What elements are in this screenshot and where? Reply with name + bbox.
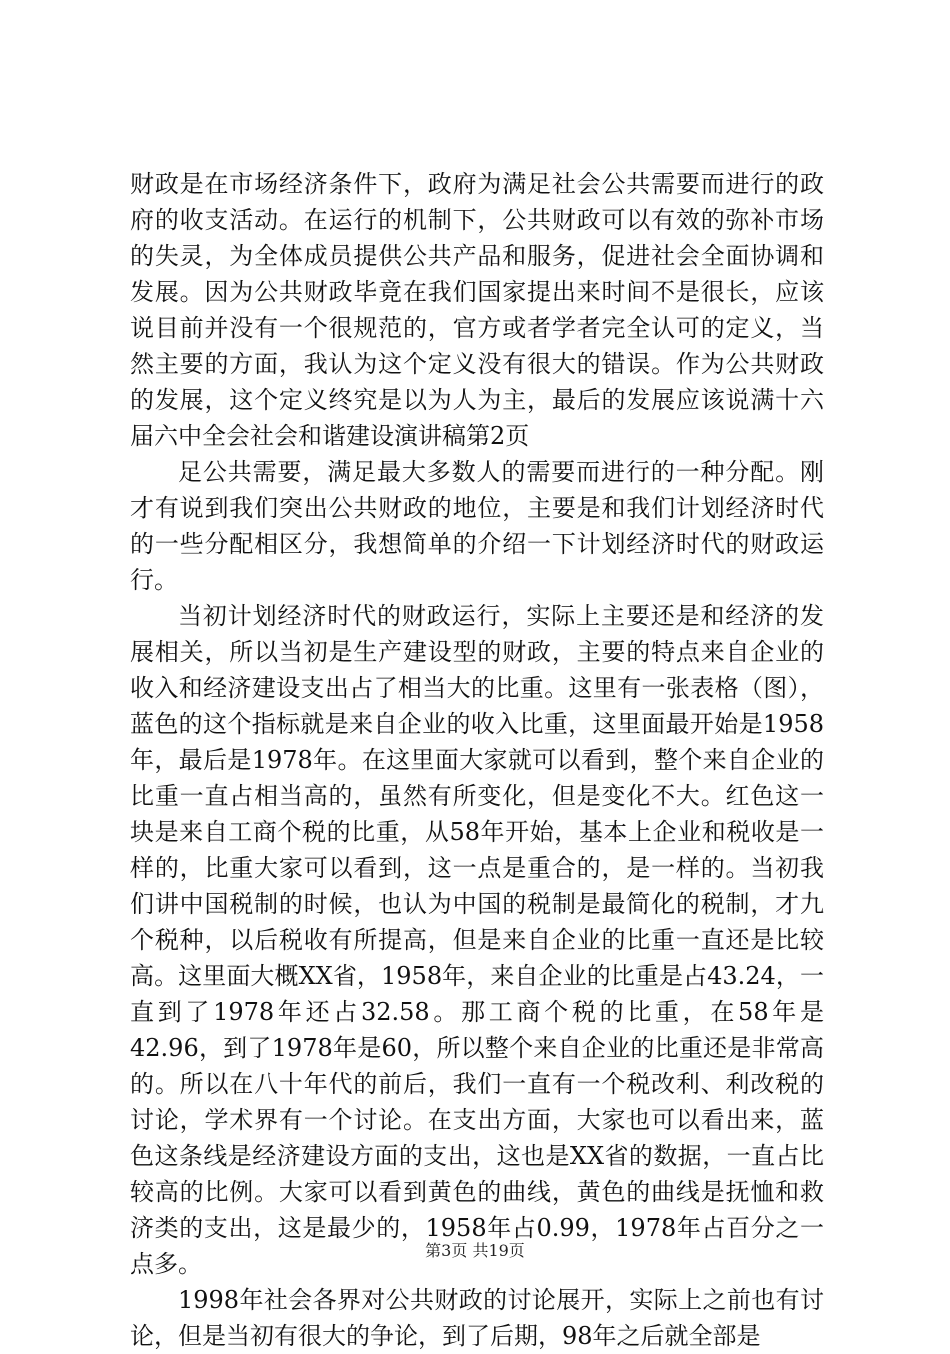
page-footer: 第3页 共19页: [425, 1241, 525, 1260]
document-body: [130, 166, 824, 1354]
paragraph-1: 财政是在市场经济条件下，政府为满足社会公共需要而进行的政府的收支活动。在运行的机制下，公共财政可以有效的弥补市场的失灵，为全体成员提供公共产品和服务，促进社会全面协调和发展。因为公共财政毕竟在我们国家提出来时间不是很长，应该说目前并没有一个很规范的，官方或者学者完全认可的定义，当然主要的方面，我认为这个定义没有很大的错误。作为公共财政的发展，这个定义终究是以为人为主，最后的发展应该说满十六届六中全会社会和谐建设演讲稿第2页: [130, 170, 824, 450]
paragraph-3: 当初计划经济时代的财政运行，实际上主要还是和经济的发展相关，所以当初是生产建设型的财政，主要的特点来自企业的收入和经济建设支出占了相当大的比重。这里有一张表格（图），蓝色的这个指标就是来自企业的收入比重，这里面最开始是1958年，最后是1978年。在这里面大家就可以看到，整个来自企业的比重一直占相当高的，虽然有所变化，但是变化不大。红色这一块是来自工商个税的比重，从58年开始，基本上企业和税收是一样的，比重大家可以看到，这一点是重合的，是一样的。当初我们讲中国税制的时候，也认为中国的税制是最简化的税制，才九个税种，以后税收有所提高，但是来自企业的比重一直还是比较高。这里面大概XX省，1958年，来自企业的比重是占43.24，一直到了1978年还占32.58。那工商个税的比重，在58年是42.96，到了1978年是60，所以整个来自企业的比重还是非常高的。所以在八十年代的前后，我们一直有一个税改利、利改税的讨论，学术界有一个讨论。在支出方面，大家也可以看出来，蓝色这条线是经济建设方面的支出，这也是XX省的数据，一直占比较高的比例。大家可以看到黄色的曲线，黄色的曲线是抚恤和救济类的支出，这是最少的，1958年占0.99，1978年占百分之一点多。: [130, 602, 824, 1278]
paragraph-4: 1998年社会各界对公共财政的讨论展开，实际上之前也有讨论，但是当初有很大的争论，到了后期，98年之后就全部是: [130, 1286, 824, 1350]
paragraph-2: 足公共需要，满足最大多数人的需要而进行的一种分配。刚才有说到我们突出公共财政的地位，主要是和我们计划经济时代的一些分配相区分，我想简单的介绍一下计划经济时代的财政运行。: [130, 458, 824, 594]
